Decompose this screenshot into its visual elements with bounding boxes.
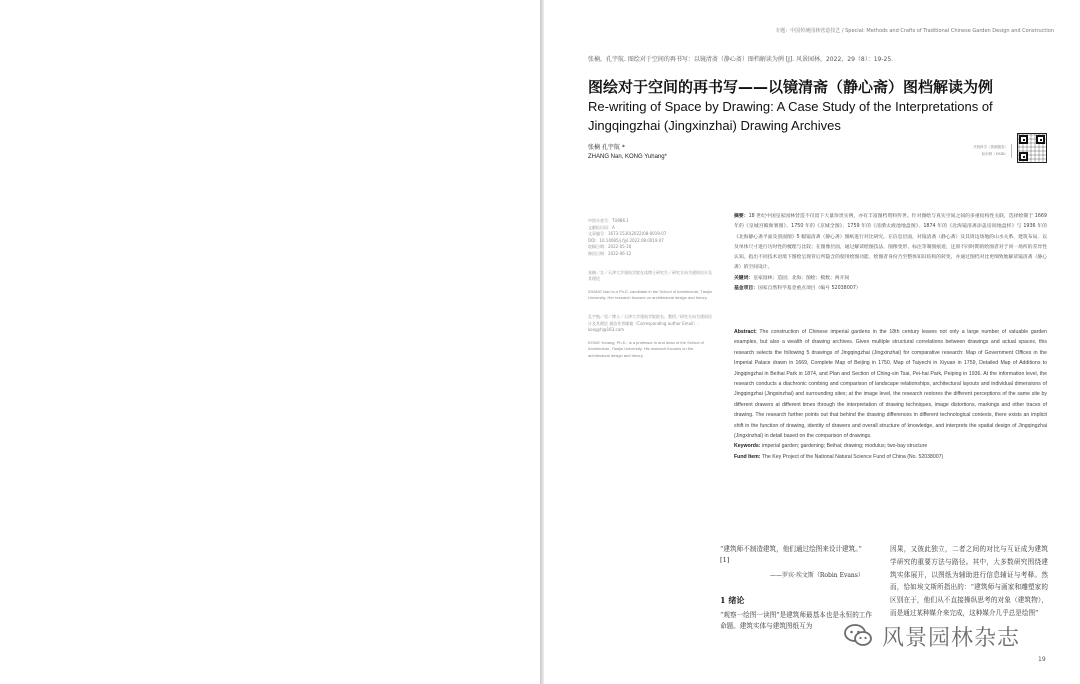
meta-doc-code: 文献标识码：A xyxy=(588,224,615,230)
citation-line: 张楠，孔宇航. 图绘对于空间的再书写：以镜清斋（静心斋）图档解读为例 [J]. 风景园林，2022，29（8）：19-25. xyxy=(588,56,894,63)
osid-label-line2: 标识码（OSID） xyxy=(981,152,1008,156)
abstract-zh-label: 摘要： xyxy=(734,214,749,219)
title-chinese: 图绘对于空间的再书写——以镜清斋（静心斋）图档解读为例 xyxy=(588,78,994,96)
meta-doi: DOI：10.14085/j.fjyl.2022.08.0019.07 xyxy=(588,237,664,243)
abstract-en-label: Abstract: xyxy=(734,329,757,335)
fund-en-label: Fund Item: xyxy=(734,453,761,460)
qr-finder-top-right xyxy=(1036,135,1045,144)
running-head: 专题：中国传统园林营造技艺 / Special: Methods and Crafts of Traditional Chinese Garden Design and Construction xyxy=(775,28,1054,34)
wechat-icon xyxy=(844,624,872,646)
meta-revised: 修回日期：2022-06-12 xyxy=(588,250,632,256)
meta-clc: 中图分类号：TU986.1 xyxy=(588,218,629,223)
qr-finder-top-left xyxy=(1019,135,1028,144)
keywords-zh-label: 关键词： xyxy=(734,275,754,281)
body-text-left-column: “观察一绘图一读图”是建筑师最基本也是永恒的工作命题。建筑实体与建筑图纸互为 xyxy=(720,611,872,631)
meta-article-no: 文章编号：1673-1530(2022)08-0019-07 xyxy=(588,231,667,237)
abstract-chinese xyxy=(734,212,1047,294)
abstract-zh-text: 18 世纪中国皇家园林营造不仅留下大量珍贵实例，亦有丰富图档资料传世。针对图绘与真实空间之间的多重结构性关联，选择绘制于 1669 年的《皇城宫殿衙署图》、1750 年的《京城全图》、1759 年的《清漪太液池地盘图》、1874 年的《北海镜清斋添盖房间地盘样》与 1936 年的《北海静心斋平面及剖面图》5 幅镜清斋（静心斋）图纸进行对比研究。在信息层面，对镜清斋（静心斋）及其周边场地的山水关系、建筑布局、以及单体尺寸进行历时性的梳理与比较；在图像层面，通过解读绘图技法、图像变形、标注等制图痕迹，还原不同时期的绘图者对于同一场所的差异性认知。指出不同技术语境下图绘呈现背后所隐含的使用绘图功能、绘图者身份乃至整体知识结构的转变，并通过图档对比更细致地解读镜清斋（静心斋）的空间设计。 xyxy=(734,214,1047,271)
qr-finder-bottom-left xyxy=(1019,152,1028,161)
authors-chinese: 张楠 孔宇航 * xyxy=(588,144,625,151)
fund-zh: 国家自然科学基金重点项目（编号 52038007） xyxy=(758,286,861,292)
osid-label-line1: 开放科学（资源服务） xyxy=(973,145,1008,149)
page-number: 19 xyxy=(1038,656,1046,663)
fund-zh-label: 基金项目： xyxy=(734,286,758,292)
fund-en: The Key Project of the National Natural Science Fund of China (No. 52038007) xyxy=(761,453,944,460)
title-english: Re-writing of Space by Drawing: A Case Study of the Interpretations of Jingqingzhai (Jingxinzhai) Drawing Archives xyxy=(588,99,993,133)
body-text-right-column: 因果，又彼此独立，二者之间的对比与互证成为建筑学研究的重要方法与路径。其中，大多数研究围绕建筑实体展开，以图纸为辅助进行信息辅证与考释。然而，恰如埃文斯所指出的：“建筑师与画家和雕塑家的区别在于，他们从不直接操纵思考的对象（建筑物），而是通过某种媒介来完成，这种媒介几乎总是绘图” xyxy=(890,545,1048,617)
article-metadata xyxy=(588,218,713,360)
epigraph-author: ——罗宾·埃文斯（Robin Evans） xyxy=(770,572,864,579)
epigraph-quote: “建筑师不制造建筑，他们通过绘图来设计建筑。” [1] xyxy=(720,545,862,564)
qr-code-icon[interactable] xyxy=(1017,133,1047,163)
bio-author1-zh: 张楠／女／天津大学建筑学院在读博士研究生／研究方向为建筑设计及其理论 xyxy=(588,269,712,282)
abstract-english xyxy=(734,327,1047,462)
keywords-zh: 皇家园林；造园；北海；图绘；模数；两开间 xyxy=(753,275,850,281)
osid-label xyxy=(964,144,1012,158)
watermark xyxy=(844,621,1054,651)
meta-received: 收稿日期：2022-05-16 xyxy=(588,244,632,250)
bio-author2-zh: 孔宇航／男／博士／天津大学建筑学院院长、教授／研究方向为建筑设计及其理论 通信作者邮箱（Corresponding author Email）：kongyh@163.com xyxy=(588,313,712,333)
bio-author2-en: KONG Yuhang, Ph.D., is a professor in and dean of the School of Architecture, Tianjin University. His research focuses on the architectural design and theory. xyxy=(588,339,704,358)
keywords-en-label: Keywords: xyxy=(734,443,761,450)
abstract-en-text: The construction of Chinese imperial gardens in the 18th century leaves not only a large number of valuable garden examples, but also a wealth of drawing archives. Given multiple structural correlations between drawings and actual spaces, this research selects the following 5 drawings of Jingqingzhai (Jingxinzhai) for comparative research: Map of Government Offices in the Imperial Palace drawn in 1669, Complete Map of Beijing in 1750, Map of Taiyechi in Xiyuan in 1759, Detailed Map of Additions to Jingqingzhai in Beihai Park in 1874, and Plan and Section of Ching-sin Tsai, Pei-hai Park, Peiping in 1936. At the information level, the research conducts a diachronic combing and comparison of landscape relationships, architectural layouts and individual dimensions of Jingqingzhai (Jingxinzhai) and surrounding sites; at the image level, the research restores the different perceptions of the same site by different drawers at different times through the interpretation of drawing techniques, image distortions, markings and other traces of drawing. The research further points out that behind the drawing differences in different technological contexts, there exists an implicit shift in the function of drawing, identity of drawers and overall structure of knowledge, and interprets the spatial design of Jingqingzhai (Jingxinzhai) in detail based on the comparison of drawings. xyxy=(734,329,1047,440)
article-page xyxy=(544,0,1080,684)
authors-english: ZHANG Nan, KONG Yuhang* xyxy=(588,154,667,160)
watermark-text: 风景园林杂志 xyxy=(882,626,1021,651)
keywords-en: imperial garden; gardening; Beihai; drawing; modulus; two-bay structure xyxy=(761,443,928,450)
bio-author1-en: ZHANG Nan is a Ph.D. candidate in the School of Architecture, Tianjin University. Her research focuses on architectural design and theory. xyxy=(588,288,713,301)
section-heading-intro: 1 绪论 xyxy=(720,595,745,605)
